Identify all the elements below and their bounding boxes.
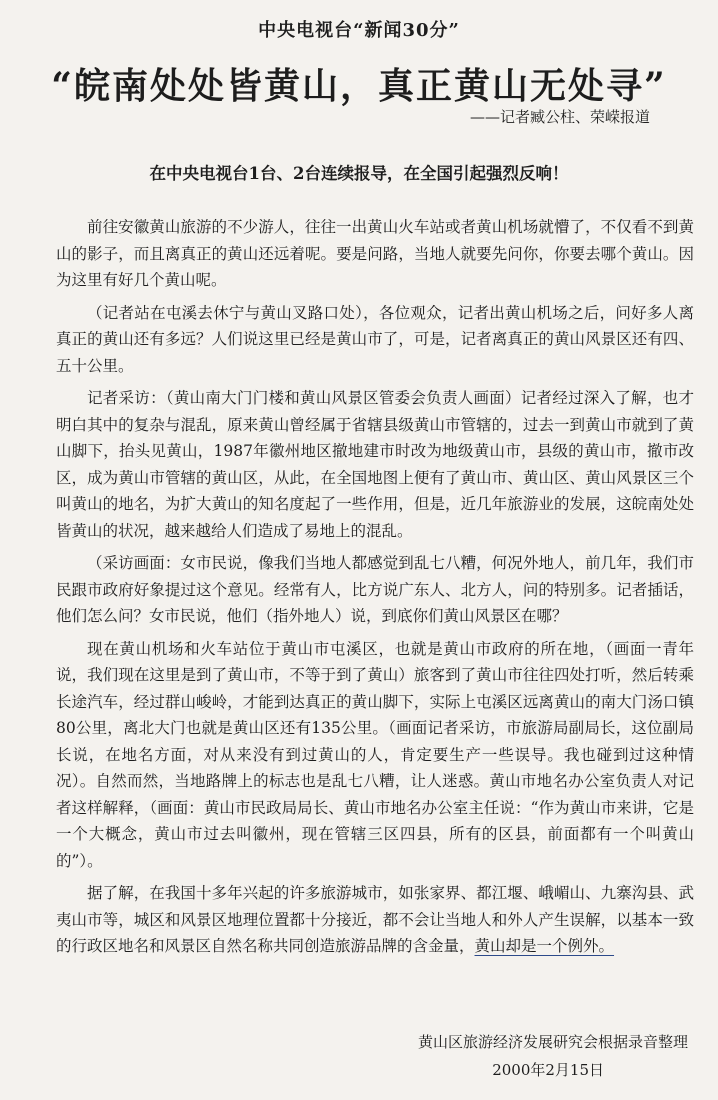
paragraph-6-text: 据了解，在我国十多年兴起的许多旅游城市，如张家界、都江堰、峨嵋山、九寨沟县、武夷山市等，城区和风景区地理位置都十分接近，都不会让当地人和外人产生误解，以基本一致的行政区地名和风景区自然名称共同创造旅游品牌的含金量， [56, 884, 694, 955]
paragraph-5: 现在黄山机场和火车站位于黄山市屯溪区，也就是黄山市政府的所在地，（画面一青年说，我们现在这里是到了黄山市，不等于到了黄山）旅客到了黄山市往往四处打听，然后转乘长途汽车，经过群山峻岭，才能到达真正的黄山脚下，实际上屯溪区远离黄山的南大门汤口镇80公里，离北大门也就是黄山区还有135公里。（画面记者采访，市旅游局副局长，这位副局长说，在地名方面，对从来没有到过黄山的人，肯定要生产一些误导。我也碰到过这种情况）。自然而然，当地路牌上的标志也是乱七八糟，让人迷惑。黄山市地名办公室负责人对记者这样解释，（画面：黄山市民政局局长、黄山市地名办公室主任说：“作为黄山市来讲，它是一个大概念，黄山市过去叫徽州，现在管辖三区四县，所有的区县，前面都有一个叫黄山的”）。 [56, 639, 694, 870]
paragraph-1: 前往安徽黄山旅游的不少游人，往往一出黄山火车站或者黄山机场就懵了，不仅看不到黄山的影子，而且离真正的黄山还远着呢。要是问路，当地人就要先问你，你要去哪个黄山。因为这里有好几个黄山呢。 [56, 218, 694, 289]
article-body [56, 214, 694, 966]
underlined-conclusion: 黄山却是一个例外。 [474, 937, 615, 955]
news-source-title: 中央电视台“新闻30分” [258, 20, 460, 41]
date: 2000年2月15日 [492, 1061, 604, 1079]
paragraph-4: （采访画面：女市民说，像我们当地人都感觉到乱七八糟，何况外地人，前几年，我们市民跟市政府好象提过这个意见。经常有人，比方说广东人、北方人，问的特别多。记者插话，他们怎么问？女市民说，他们（指外地人）说，到底你们黄山风景区在哪？ [56, 554, 694, 625]
byline: ——记者臧公柱、荣嵘报道 [469, 108, 650, 126]
paragraph-3: 记者采访：（黄山南大门门楼和黄山风景区管委会负责人画面）记者经过深入了解，也才明白其中的复杂与混乱，原来黄山曾经属于省辖县级黄山市管辖的，过去一到黄山市就到了黄山脚下，抬头见黄山，1987年徽州地区撤地建市时改为地级黄山市，县级的黄山市，撤市改区，成为黄山市管辖的黄山区，从此，在全国地图上便有了黄山市、黄山区、黄山风景区三个叫黄山的地名，为扩大黄山的知名度起了一些作用，但是，近几年旅游业的发展，这皖南处处皆黄山的状况，越来越给人们造成了易地上的混乱。 [56, 389, 694, 540]
organization-name: 黄山区旅游经济发展研究会根据录音整理 [417, 1033, 688, 1051]
subheadline: 在中央电视台1台、2台连续报导，在全国引起强烈反响！ [149, 164, 569, 183]
paragraph-2: （记者站在屯溪去休宁与黄山叉路口处），各位观众，记者出黄山机场之后，问好多人离真正的黄山还有多远？人们说这里已经是黄山市了，可是，记者离真正的黄山风景区还有四、五十公里。 [56, 303, 694, 375]
headline: “皖南处处皆黄山，真正黄山无处寻” [51, 65, 667, 107]
signature-block [418, 1028, 688, 1084]
paragraph-6 [56, 880, 694, 960]
